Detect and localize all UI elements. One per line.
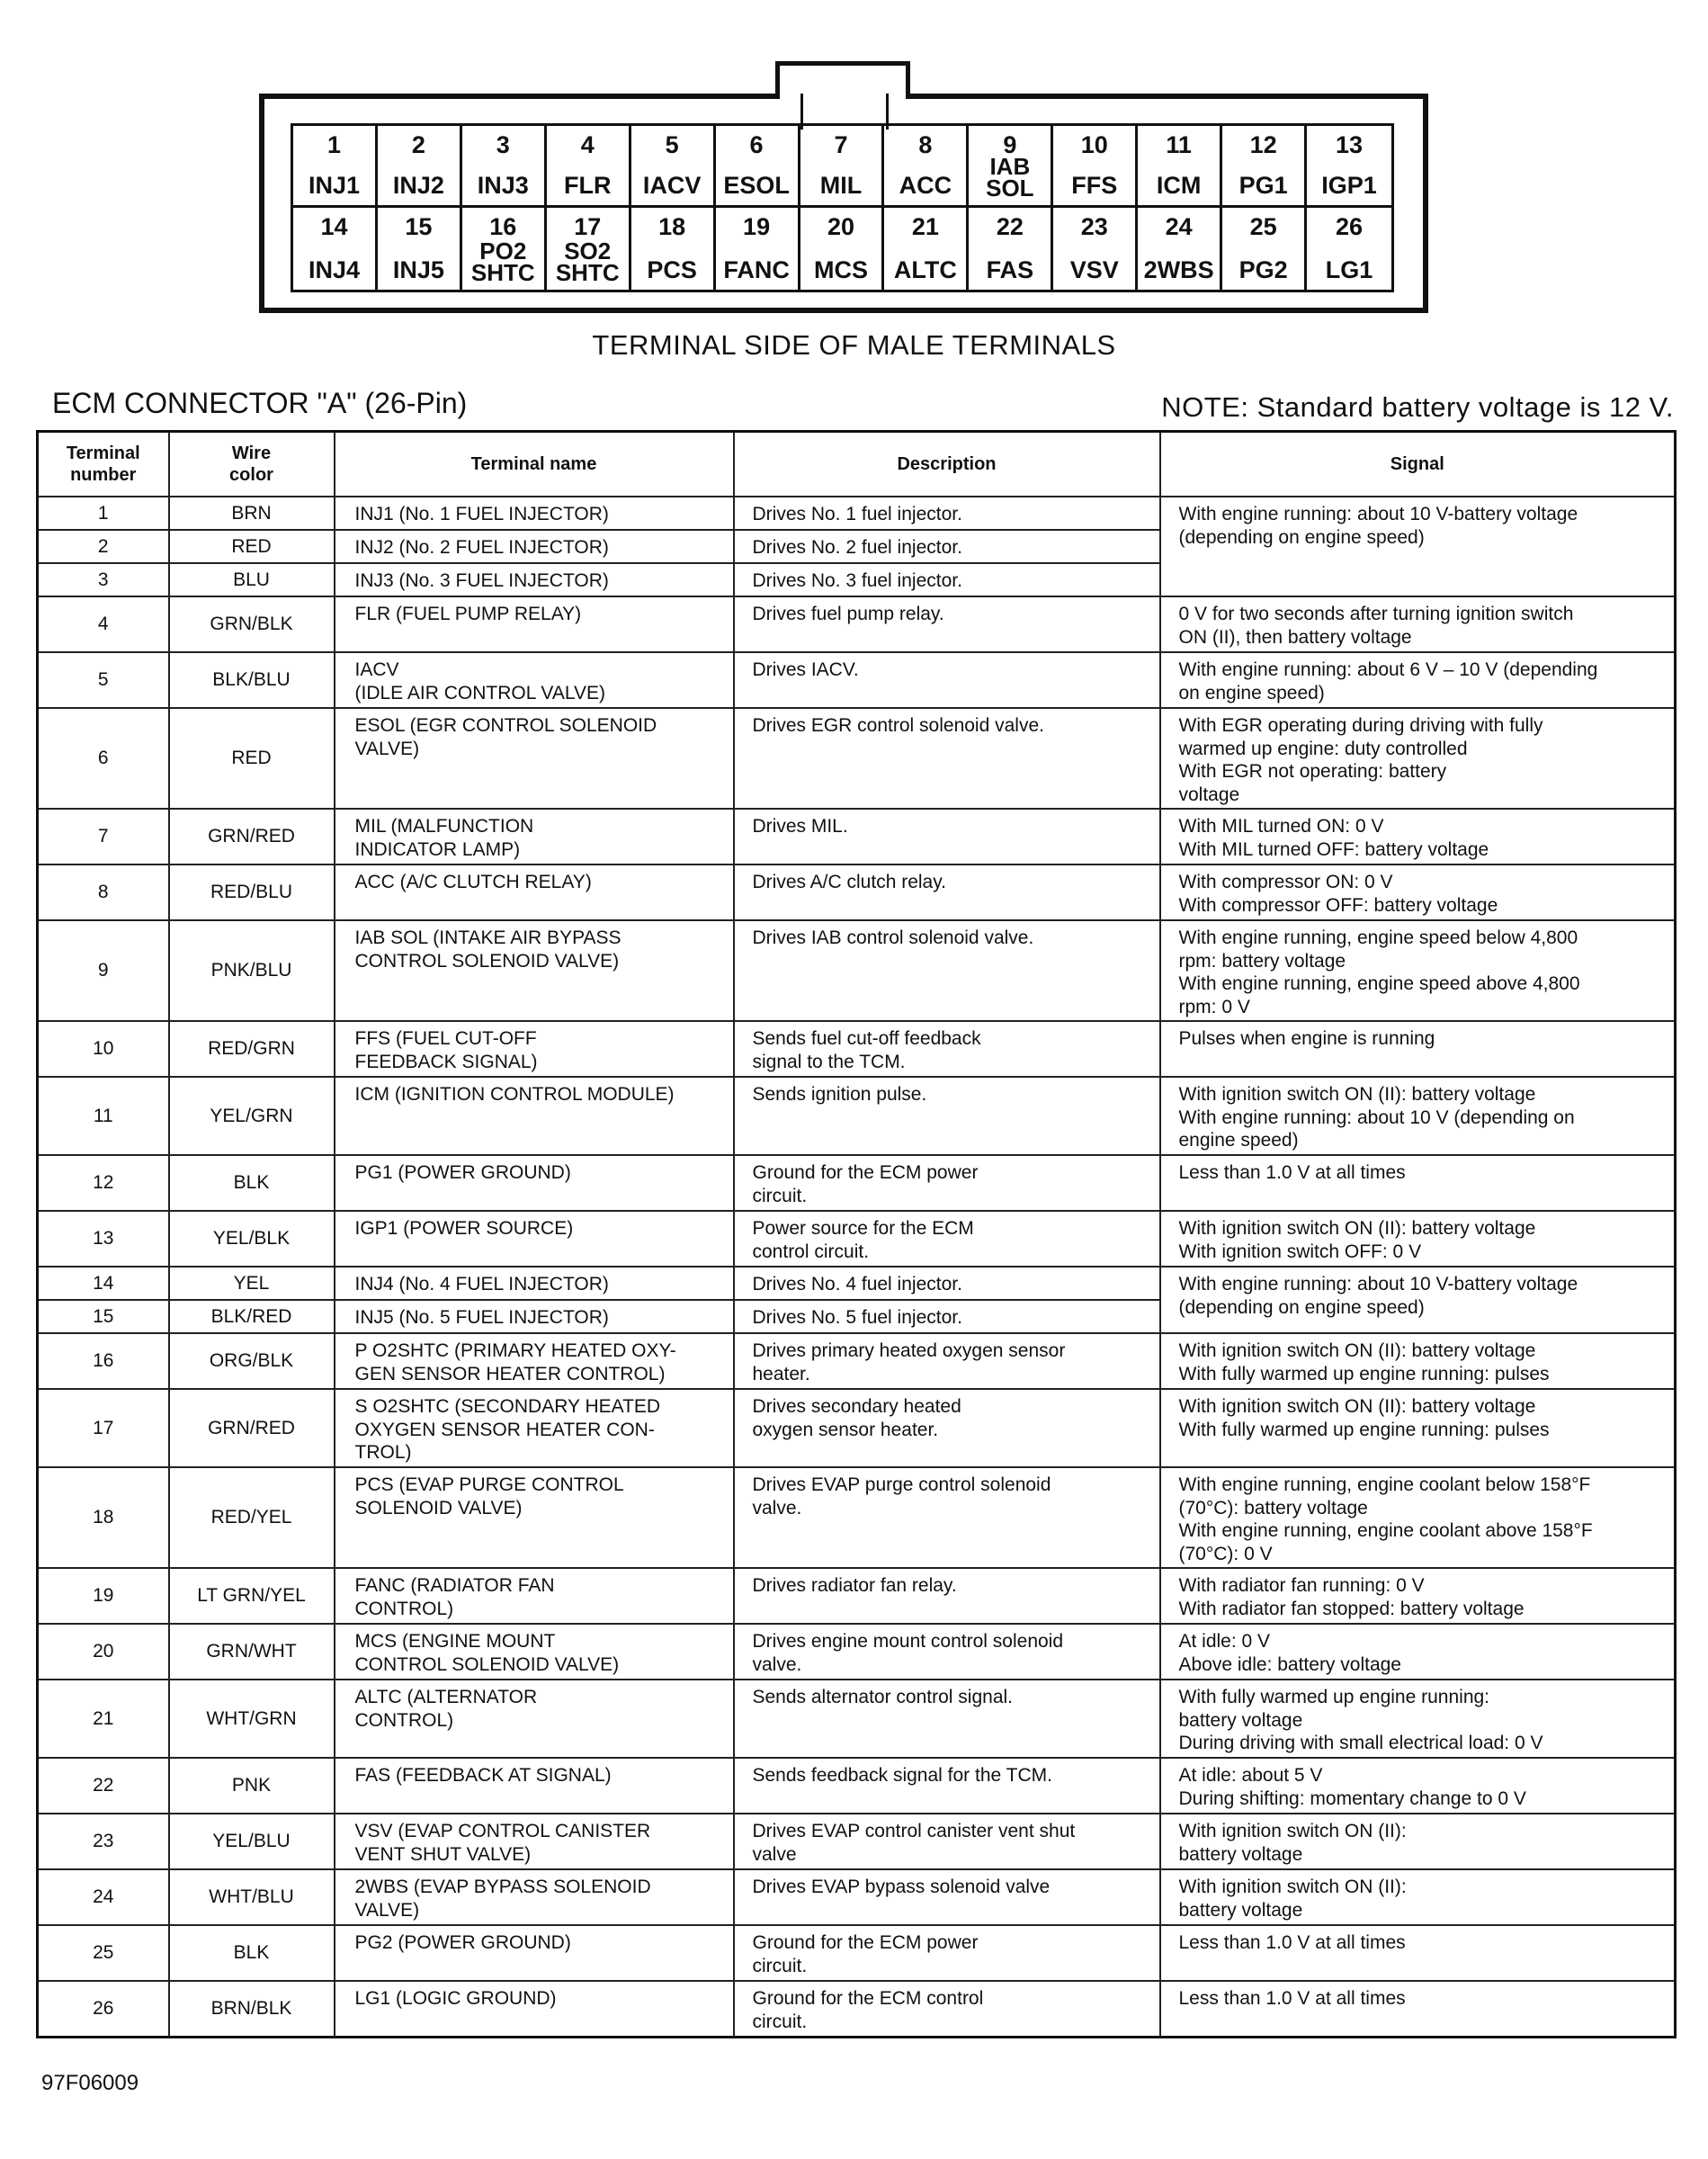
pin-number: 9 (1003, 131, 1017, 158)
wire-color: BLK/BLU (169, 652, 335, 708)
connector-caption: TERMINAL SIDE OF MALE TERMINALS (592, 329, 1116, 361)
signal: With ignition switch ON (II): battery voltage With fully warmed up engine running: pulses (1160, 1333, 1676, 1389)
terminal-name: ALTC (ALTERNATOR CONTROL) (335, 1680, 734, 1758)
terminal-number: 5 (38, 652, 169, 708)
signal: Less than 1.0 V at all times (1160, 1981, 1676, 2037)
terminal-name: LG1 (LOGIC GROUND) (335, 1981, 734, 2037)
signal: With ignition switch ON (II): battery voltage (1160, 1814, 1676, 1869)
description: Drives fuel pump relay. (734, 596, 1160, 652)
terminal-name: IGP1 (POWER SOURCE) (335, 1211, 734, 1267)
pin-label: ALTC (893, 256, 957, 283)
signal: With EGR operating during driving with fully warmed up engine: duty controlled With EGR not operating: battery voltage (1160, 708, 1676, 809)
terminal-name: FFS (FUEL CUT-OFF FEEDBACK SIGNAL) (335, 1021, 734, 1077)
connector-pin (293, 126, 378, 208)
table-row (38, 1568, 1676, 1624)
terminal-number: 8 (38, 864, 169, 920)
signal: With ignition switch ON (II): battery voltage With engine running: about 10 V (depending on engine speed) (1160, 1077, 1676, 1155)
pin-number: 19 (743, 213, 771, 240)
table-row (38, 1389, 1676, 1467)
signal: With compressor ON: 0 V With compressor OFF: battery voltage (1160, 864, 1676, 920)
terminal-name: PCS (EVAP PURGE CONTROL SOLENOID VALVE) (335, 1467, 734, 1568)
wire-color: PNK (169, 1758, 335, 1814)
pin-number: 20 (827, 213, 855, 240)
terminal-name: ACC (A/C CLUTCH RELAY) (335, 864, 734, 920)
terminal-number: 23 (38, 1814, 169, 1869)
pin-label: PG1 (1239, 172, 1288, 199)
pin-label: PO2 SHTC (470, 237, 535, 287)
pin-label: SO2 SHTC (555, 237, 620, 287)
signal: With engine running, engine speed below 4,800 rpm: battery voltage With engine running, engine speed above 4,800 rpm: 0 V (1160, 920, 1676, 1021)
terminal-name: PG2 (POWER GROUND) (335, 1925, 734, 1981)
wire-color: GRN/RED (169, 1389, 335, 1467)
pin-number: 15 (405, 213, 433, 240)
pin-number: 22 (996, 213, 1024, 240)
description: Drives EVAP control canister vent shut valve (734, 1814, 1160, 1869)
wire-color: YEL/BLK (169, 1211, 335, 1267)
terminal-number: 21 (38, 1680, 169, 1758)
table-row (38, 708, 1676, 809)
pin-number: 6 (749, 131, 764, 158)
pin-label: FAS (986, 256, 1034, 283)
terminal-name: ESOL (EGR CONTROL SOLENOID VALVE) (335, 708, 734, 809)
terminal-name: MIL (MALFUNCTION INDICATOR LAMP) (335, 809, 734, 864)
connector-pin (378, 126, 462, 208)
connector-pin (1222, 208, 1307, 290)
signal: With ignition switch ON (II): battery voltage With ignition switch OFF: 0 V (1160, 1211, 1676, 1267)
terminal-name: ICM (IGNITION CONTROL MODULE) (335, 1077, 734, 1155)
pin-number: 1 (326, 131, 341, 158)
table-row (38, 1211, 1676, 1267)
description: Drives engine mount control solenoid valve. (734, 1624, 1160, 1680)
terminal-number: 17 (38, 1389, 169, 1467)
wire-color: LT GRN/YEL (169, 1568, 335, 1624)
terminal-name: INJ4 (No. 4 FUEL INJECTOR) (335, 1267, 734, 1300)
wire-color: BRN (169, 497, 335, 530)
table-row (38, 1267, 1676, 1300)
connector-pin (969, 126, 1053, 208)
wire-color: YEL/BLU (169, 1814, 335, 1869)
table-row (38, 1680, 1676, 1758)
table-header-row (38, 432, 1676, 497)
description: Drives No. 3 fuel injector. (734, 563, 1160, 596)
pin-number: 21 (911, 213, 939, 240)
connector-pin (462, 126, 547, 208)
description: Sends alternator control signal. (734, 1680, 1160, 1758)
pin-number: 8 (918, 131, 933, 158)
pin-label: MIL (819, 172, 863, 199)
description: Drives IAB control solenoid valve. (734, 920, 1160, 1021)
terminal-number: 12 (38, 1155, 169, 1211)
terminal-number: 7 (38, 809, 169, 864)
table-row (38, 1925, 1676, 1981)
terminal-number: 18 (38, 1467, 169, 1568)
pin-label: INJ5 (392, 256, 444, 283)
terminal-number: 15 (38, 1300, 169, 1333)
connector-pin (1053, 208, 1138, 290)
wire-color: BLK (169, 1925, 335, 1981)
pin-label: INJ2 (392, 172, 444, 199)
signal: With engine running: about 6 V – 10 V (depending on engine speed) (1160, 652, 1676, 708)
terminal-name: IAB SOL (INTAKE AIR BYPASS CONTROL SOLENOID VALVE) (335, 920, 734, 1021)
terminal-number: 16 (38, 1333, 169, 1389)
terminal-number: 20 (38, 1624, 169, 1680)
wire-color: GRN/BLK (169, 596, 335, 652)
signal: With fully warmed up engine running: battery voltage During driving with small electrical load: 0 V (1160, 1680, 1676, 1758)
wire-color: BLU (169, 563, 335, 596)
pin-number: 10 (1080, 131, 1108, 158)
pin-label: MCS (813, 256, 868, 283)
table-row (38, 1981, 1676, 2037)
terminal-number: 11 (38, 1077, 169, 1155)
connector-pin (547, 126, 631, 208)
wire-color: BRN/BLK (169, 1981, 335, 2037)
pin-number: 11 (1166, 131, 1192, 158)
table-row (38, 1155, 1676, 1211)
signal: With engine running: about 10 V-battery voltage (depending on engine speed) (1160, 497, 1676, 596)
wire-color: RED/GRN (169, 1021, 335, 1077)
terminal-number: 13 (38, 1211, 169, 1267)
pin-number: 18 (658, 213, 686, 240)
signal: Less than 1.0 V at all times (1160, 1155, 1676, 1211)
connector-pin (884, 126, 969, 208)
pin-number: 25 (1249, 213, 1277, 240)
terminal-name: MCS (ENGINE MOUNT CONTROL SOLENOID VALVE) (335, 1624, 734, 1680)
description: Drives MIL. (734, 809, 1160, 864)
connector-pin-grid (291, 123, 1394, 292)
wire-color: YEL/GRN (169, 1077, 335, 1155)
description: Drives A/C clutch relay. (734, 864, 1160, 920)
pin-number: 24 (1165, 213, 1193, 240)
description: Sends fuel cut-off feedback signal to the TCM. (734, 1021, 1160, 1077)
pin-label: FLR (563, 172, 612, 199)
connector-pin (1307, 126, 1391, 208)
terminal-name: INJ5 (No. 5 FUEL INJECTOR) (335, 1300, 734, 1333)
terminal-name: VSV (EVAP CONTROL CANISTER VENT SHUT VALVE) (335, 1814, 734, 1869)
pin-label: IAB SOL (986, 152, 1034, 202)
pin-label: VSV (1069, 256, 1119, 283)
terminal-number: 6 (38, 708, 169, 809)
table-row (38, 920, 1676, 1021)
header-terminal-number: Terminal number (38, 432, 169, 497)
terminal-number: 26 (38, 1981, 169, 2037)
description: Power source for the ECM control circuit. (734, 1211, 1160, 1267)
terminal-number: 14 (38, 1267, 169, 1300)
description: Drives radiator fan relay. (734, 1568, 1160, 1624)
connector-pin (378, 208, 462, 290)
pin-number: 12 (1249, 131, 1277, 158)
header-wire-color: Wire color (169, 432, 335, 497)
table-row (38, 1467, 1676, 1568)
pin-label: FANC (723, 256, 790, 283)
table-row (38, 1869, 1676, 1925)
wire-color: WHT/GRN (169, 1680, 335, 1758)
signal: With MIL turned ON: 0 V With MIL turned OFF: battery voltage (1160, 809, 1676, 864)
wire-color: RED (169, 530, 335, 563)
table-row (38, 1077, 1676, 1155)
wire-color: GRN/WHT (169, 1624, 335, 1680)
table-row (38, 497, 1676, 530)
header-signal: Signal (1160, 432, 1676, 497)
description: Drives EVAP bypass solenoid valve (734, 1869, 1160, 1925)
signal: Pulses when engine is running (1160, 1021, 1676, 1077)
wire-color: BLK/RED (169, 1300, 335, 1333)
signal: With ignition switch ON (II): battery voltage (1160, 1869, 1676, 1925)
terminal-name: 2WBS (EVAP BYPASS SOLENOID VALVE) (335, 1869, 734, 1925)
connector-pin (800, 208, 885, 290)
terminal-number: 3 (38, 563, 169, 596)
pin-number: 13 (1336, 131, 1364, 158)
description: Ground for the ECM power circuit. (734, 1925, 1160, 1981)
pin-label: ICM (1156, 172, 1202, 199)
description: Drives No. 4 fuel injector. (734, 1267, 1160, 1300)
connector-pin (716, 126, 800, 208)
wire-color: ORG/BLK (169, 1333, 335, 1389)
connector-pin (716, 208, 800, 290)
wire-color: PNK/BLU (169, 920, 335, 1021)
description: Ground for the ECM power circuit. (734, 1155, 1160, 1211)
description: Drives EGR control solenoid valve. (734, 708, 1160, 809)
table-row (38, 652, 1676, 708)
connector-pin (884, 208, 969, 290)
wire-color: RED (169, 708, 335, 809)
voltage-note: NOTE: Standard battery voltage is 12 V. (1161, 391, 1674, 423)
pin-number: 4 (580, 131, 595, 158)
terminal-name: INJ2 (No. 2 FUEL INJECTOR) (335, 530, 734, 563)
table-row (38, 1758, 1676, 1814)
signal: With ignition switch ON (II): battery voltage With fully warmed up engine running: pulses (1160, 1389, 1676, 1467)
pin-label: INJ4 (308, 256, 360, 283)
pin-label: ESOL (723, 172, 790, 199)
table-row (38, 1814, 1676, 1869)
pin-label: IGP1 (1321, 172, 1377, 199)
description: Sends ignition pulse. (734, 1077, 1160, 1155)
connector-pin (969, 208, 1053, 290)
wire-color: GRN/RED (169, 809, 335, 864)
connector-pin (1138, 208, 1222, 290)
signal: With engine running, engine coolant below 158°F (70°C): battery voltage With engine running, engine coolant above 158°F (70°C): 0 V (1160, 1467, 1676, 1568)
signal: Less than 1.0 V at all times (1160, 1925, 1676, 1981)
header-terminal-name: Terminal name (335, 432, 734, 497)
table-row (38, 864, 1676, 920)
terminal-name: FLR (FUEL PUMP RELAY) (335, 596, 734, 652)
terminal-number: 1 (38, 497, 169, 530)
signal: With engine running: about 10 V-battery voltage (depending on engine speed) (1160, 1267, 1676, 1333)
terminal-name: FAS (FEEDBACK AT SIGNAL) (335, 1758, 734, 1814)
table-row (38, 1333, 1676, 1389)
pin-label: ACC (899, 172, 952, 199)
wire-color: RED/YEL (169, 1467, 335, 1568)
pin-number: 5 (665, 131, 679, 158)
description: Drives No. 5 fuel injector. (734, 1300, 1160, 1333)
connector-pin (800, 126, 885, 208)
terminal-name: PG1 (POWER GROUND) (335, 1155, 734, 1211)
description: Sends feedback signal for the TCM. (734, 1758, 1160, 1814)
pin-label: IACV (642, 172, 702, 199)
connector-pin (462, 208, 547, 290)
connector-pin (1222, 126, 1307, 208)
terminal-number: 22 (38, 1758, 169, 1814)
connector-pin (631, 126, 716, 208)
wire-color: YEL (169, 1267, 335, 1300)
terminal-number: 9 (38, 920, 169, 1021)
ecm-connector-table (36, 430, 1677, 2038)
table-row (38, 1624, 1676, 1680)
connector-pin (631, 208, 716, 290)
pin-number: 16 (489, 213, 517, 240)
terminal-number: 19 (38, 1568, 169, 1624)
pin-label: INJ3 (477, 172, 529, 199)
wire-color: WHT/BLU (169, 1869, 335, 1925)
signal: 0 V for two seconds after turning ignition switch ON (II), then battery voltage (1160, 596, 1676, 652)
connector-pin (293, 208, 378, 290)
terminal-number: 2 (38, 530, 169, 563)
terminal-name: FANC (RADIATOR FAN CONTROL) (335, 1568, 734, 1624)
pin-number: 26 (1336, 213, 1364, 240)
terminal-name: INJ1 (No. 1 FUEL INJECTOR) (335, 497, 734, 530)
connector-pin (1138, 126, 1222, 208)
pin-label: PG2 (1239, 256, 1288, 283)
table-row (38, 596, 1676, 652)
description: Drives secondary heated oxygen sensor heater. (734, 1389, 1160, 1467)
pin-number: 17 (574, 213, 602, 240)
terminal-name: P O2SHTC (PRIMARY HEATED OXY- GEN SENSOR HEATER CONTROL) (335, 1333, 734, 1389)
signal: With radiator fan running: 0 V With radiator fan stopped: battery voltage (1160, 1568, 1676, 1624)
wire-color: BLK (169, 1155, 335, 1211)
pin-label: INJ1 (308, 172, 360, 199)
table-row (38, 809, 1676, 864)
description: Drives No. 2 fuel injector. (734, 530, 1160, 563)
description: Drives primary heated oxygen sensor heater. (734, 1333, 1160, 1389)
wire-color: RED/BLU (169, 864, 335, 920)
connector-pin (1053, 126, 1138, 208)
terminal-number: 25 (38, 1925, 169, 1981)
signal: At idle: 0 V Above idle: battery voltage (1160, 1624, 1676, 1680)
description: Ground for the ECM control circuit. (734, 1981, 1160, 2037)
terminal-number: 4 (38, 596, 169, 652)
connector-pin (1307, 208, 1391, 290)
pin-label: 2WBS (1143, 256, 1214, 283)
pin-number: 23 (1080, 213, 1108, 240)
pin-number: 7 (834, 131, 848, 158)
connector-pin (547, 208, 631, 290)
document-code: 97F06009 (41, 2071, 139, 2095)
description: Drives No. 1 fuel injector. (734, 497, 1160, 530)
terminal-number: 10 (38, 1021, 169, 1077)
terminal-name: S O2SHTC (SECONDARY HEATED OXYGEN SENSOR HEATER CON- TROL) (335, 1389, 734, 1467)
pin-label: FFS (1071, 172, 1118, 199)
description: Drives IACV. (734, 652, 1160, 708)
table-title: ECM CONNECTOR "A" (26-Pin) (52, 387, 468, 419)
pin-number: 3 (496, 131, 510, 158)
terminal-number: 24 (38, 1869, 169, 1925)
table-row (38, 1021, 1676, 1077)
pin-label: PCS (647, 256, 697, 283)
pin-number: 14 (320, 213, 348, 240)
terminal-name: IACV (IDLE AIR CONTROL VALVE) (335, 652, 734, 708)
terminal-name: INJ3 (No. 3 FUEL INJECTOR) (335, 563, 734, 596)
pin-label: LG1 (1325, 256, 1373, 283)
header-description: Description (734, 432, 1160, 497)
pin-number: 2 (411, 131, 425, 158)
signal: At idle: about 5 V During shifting: momentary change to 0 V (1160, 1758, 1676, 1814)
description: Drives EVAP purge control solenoid valve. (734, 1467, 1160, 1568)
